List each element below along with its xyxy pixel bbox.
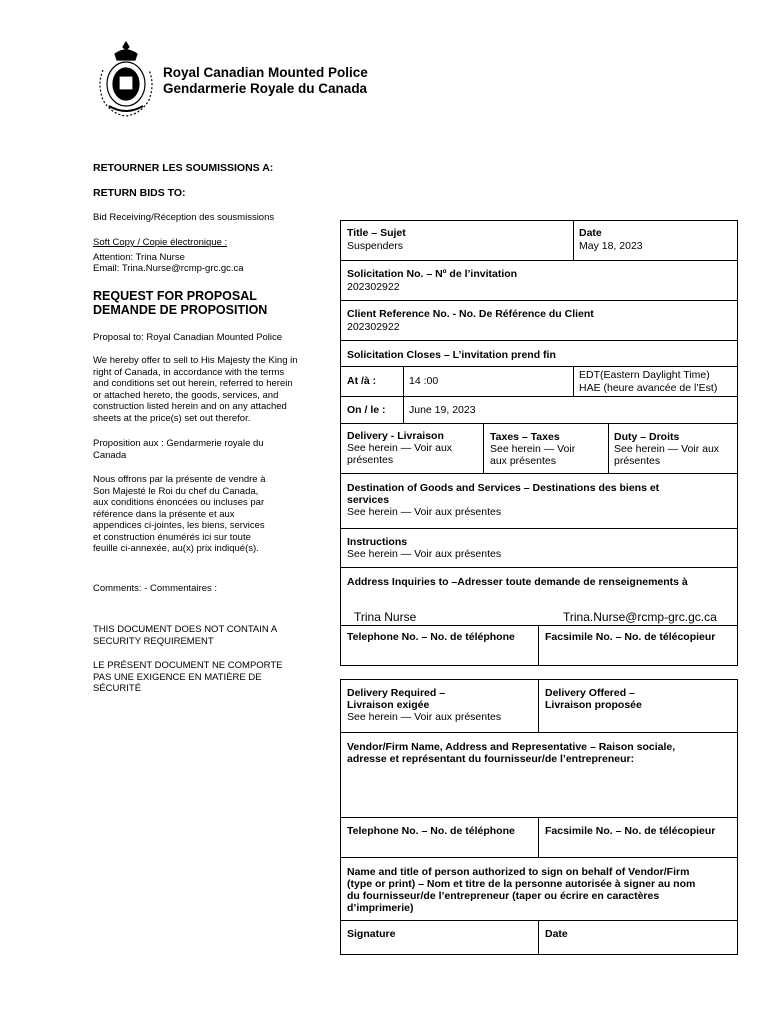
org-name-en: Royal Canadian Mounted Police	[163, 65, 368, 80]
on-value: June 19, 2023	[409, 404, 476, 416]
taxes-cell: Taxes – Taxes See herein — Voir aux présentes	[490, 431, 576, 467]
inquiries-label: Address Inquiries to –Adresser toute demande de renseignements à	[347, 576, 688, 588]
bid-receiving: Bid Receiving/Réception des sousmissions	[93, 212, 275, 223]
solicitation-no-label: Solicitation No. – Nº de l’invitation	[347, 268, 518, 280]
vendor-facsimile-label: Facsimile No. – No. de télécopieur	[545, 825, 716, 837]
signature-label: Signature	[347, 928, 396, 940]
security-fr: LE PRÉSENT DOCUMENT NE COMPORTE PAS UNE EXIGENCE EN MATIÈRE DE SÉCURITÉ	[93, 660, 283, 694]
date-value: May 18, 2023	[579, 240, 643, 252]
title-label: Title – Sujet	[347, 227, 406, 239]
facsimile-label: Facsimile No. – No. de télécopieur	[545, 631, 716, 643]
return-bids-en: RETURN BIDS TO:	[93, 187, 186, 199]
title-value: Suspenders	[347, 240, 404, 252]
at-label: At /à :	[347, 375, 377, 387]
instructions-cell: Instructions See herein — Voir aux présentes	[347, 536, 502, 560]
at-value: 14 :00	[409, 375, 439, 387]
delivery-offered-cell: Delivery Offered – Livraison proposée	[545, 687, 642, 711]
security-en: THIS DOCUMENT DOES NOT CONTAIN A SECURITY REQUIREMENT	[93, 624, 278, 647]
telephone-label: Telephone No. – No. de téléphone	[347, 631, 515, 643]
client-ref-value: 202302922	[347, 321, 400, 333]
closes-label: Solicitation Closes – L’invitation prend fin	[347, 349, 556, 361]
rfp-title-en: REQUEST FOR PROPOSAL	[93, 289, 257, 303]
return-bids-fr: RETOURNER LES SOUMISSIONS A:	[93, 162, 274, 174]
signature-date-label: Date	[545, 928, 568, 940]
date-label: Date	[579, 227, 602, 239]
solicitation-no-value: 202302922	[347, 281, 400, 293]
soft-copy-label: Soft Copy / Copie électronique :	[93, 237, 228, 248]
email[interactable]: Email: Trina.Nurse@rcmp-grc.gc.ca	[93, 263, 244, 274]
offer-en: We hereby offer to sell to His Majesty the King in right of Canada, in accordance with the terms and conditions set out herein, referred to herein or attached hereto, the goods, services, and construction listed herein and on any attached sheets at the price(s) set out therefor.	[93, 355, 298, 424]
inquiries-name: Trina Nurse	[354, 610, 417, 624]
comments-label: Comments: - Commentaires :	[93, 583, 218, 594]
vendor-label: Vendor/Firm Name, Address and Representative – Raison sociale, adresse et représentant du fournisseur/de l’entrepreneur:	[347, 741, 676, 765]
rfp-title-fr: DEMANDE DE PROPOSITION	[93, 303, 268, 317]
delivery-required-cell: Delivery Required – Livraison exigée See herein — Voir aux présentes	[347, 687, 502, 723]
proposition: Proposition aux : Gendarmerie royale du Canada	[93, 438, 264, 461]
duty-cell: Duty – Droits See herein — Voir aux présentes	[614, 431, 720, 467]
offer-fr: Nous offrons par la présente de vendre à Son Majesté le Roi du chef du Canada, aux conditions énoncées ou incluses par référence dans la présente et aux appendices ci-jointes, les biens, services et construction énumérés ici sur toute feuille ci-annexée, au(x) prix indiqué(s).	[93, 474, 266, 554]
rcmp-crest-logo	[95, 40, 157, 118]
vendor-telephone-label: Telephone No. – No. de téléphone	[347, 825, 515, 837]
timezone-en: EDT(Eastern Daylight Time)	[579, 369, 710, 381]
client-ref-label: Client Reference No. - No. De Référence du Client	[347, 308, 594, 320]
inquiries-email[interactable]: Trina.Nurse@rcmp-grc.gc.ca	[563, 610, 717, 624]
destination-cell: Destination of Goods and Services – Destinations des biens et services See herein — Voir aux présentes	[347, 482, 660, 518]
org-name-fr: Gendarmerie Royale du Canada	[163, 81, 368, 96]
proposal-to: Proposal to: Royal Canadian Mounted Police	[93, 332, 283, 343]
attention: Attention: Trina Nurse	[93, 252, 185, 263]
timezone-fr: HAE (heure avancée de l’Est)	[579, 382, 718, 394]
authorized-person-label: Name and title of person authorized to sign on behalf of Vendor/Firm (type or print) – Nom et titre de la personne autorisée à signer au nom du fournisseur/de l’entrepreneur (taper ou écrire en caractères d’imprimerie)	[347, 866, 696, 914]
on-label: On / le :	[347, 404, 386, 416]
delivery-cell: Delivery - Livraison See herein — Voir aux présentes	[347, 430, 453, 466]
